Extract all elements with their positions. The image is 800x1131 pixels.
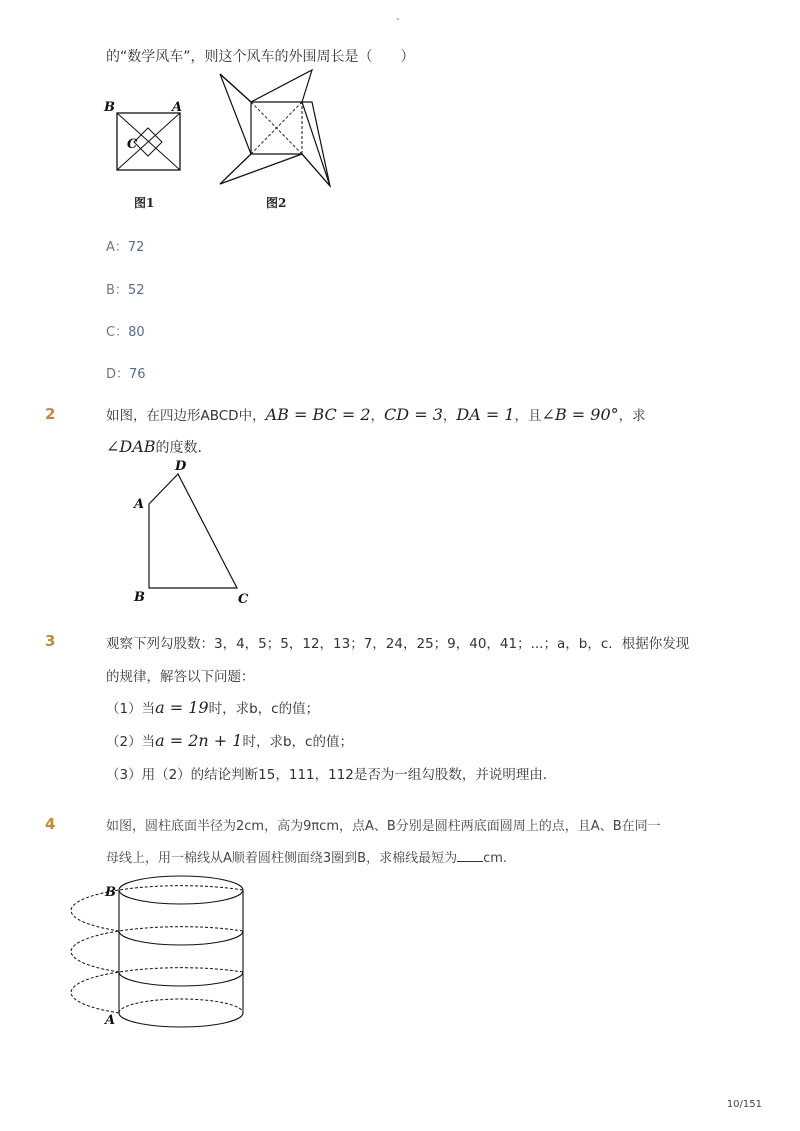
q2-math-da: DA xyxy=(456,405,481,424)
q4-line-1: 如图，圆柱底面半径为2cm，高为9πcm，点A、B分别是圆柱两底面圆周上的点，且A、B在同一 xyxy=(106,819,661,834)
option-key: D： xyxy=(106,367,130,382)
q2-math-angle-b: ∠B xyxy=(541,405,567,424)
q3-sub-text: （1）当 xyxy=(106,701,156,717)
q3-line-2: 的规律，解答以下问题： xyxy=(106,669,255,685)
q2-point-b: B xyxy=(134,590,145,605)
q1-option-a[interactable] xyxy=(106,236,144,255)
q1-option-c[interactable] xyxy=(106,321,145,340)
q1-figure-2 xyxy=(220,68,340,188)
q1-stem-tail: 的“数学风车”，则这个风车的外围周长是（ ） xyxy=(106,49,415,65)
q2-text: ，且 xyxy=(514,408,542,424)
q3-sub-2 xyxy=(106,730,353,750)
q4-text: cm. xyxy=(483,851,508,866)
q3-sub2-math: a = 2n + 1 xyxy=(155,731,243,750)
page-number: 10/151 xyxy=(726,1099,762,1110)
q2-math-bc: BC xyxy=(312,405,337,424)
q3-sub-1 xyxy=(106,697,319,717)
q2-text: 如图，在四边形ABCD中， xyxy=(106,408,266,424)
cylinder-bottom-back xyxy=(119,999,243,1013)
q3-sub-3: （3）用（2）的结论判断15，111，112是否为一组勾股数，并说明理由． xyxy=(106,767,557,783)
q2-sep: ， xyxy=(442,408,457,424)
fig2-caption: 图2 xyxy=(266,196,287,210)
q2-sep: ， xyxy=(370,408,385,424)
q3-sub-text: 时，求b，c的值； xyxy=(208,701,320,717)
q2-math-ab: AB xyxy=(265,405,289,424)
quadrilateral-abcd xyxy=(149,474,237,588)
q2-point-d: D xyxy=(175,459,187,474)
q1-option-b[interactable] xyxy=(106,279,144,298)
fig2-arm-left xyxy=(220,74,251,154)
q2-text: ，求 xyxy=(618,408,646,424)
helix-back-3 xyxy=(71,886,243,931)
q2-number: 2 xyxy=(45,405,56,423)
q4-number: 4 xyxy=(45,815,56,833)
helix-back-1 xyxy=(71,968,243,1013)
fig2-arm-bottom xyxy=(220,154,302,184)
q2-point-c: C xyxy=(238,592,249,607)
q3-sub-text: 时，求b，c的值； xyxy=(242,734,353,750)
option-key: A： xyxy=(106,240,128,255)
fig2-arm-top xyxy=(251,70,312,102)
fig1-point-b: B xyxy=(104,100,115,115)
q2-stem-line-2 xyxy=(106,437,212,457)
q2-math-cd: CD xyxy=(384,405,410,424)
q2-quadrilateral-figure xyxy=(140,470,250,590)
q4-line-2 xyxy=(106,847,507,866)
option-value: 76 xyxy=(129,367,146,382)
q4-answer-blank[interactable] xyxy=(457,849,483,862)
q3-line-1: 观察下列勾股数：3，4，5；5，12，13；7，24，25；9，40，41；...；a，b，c．根据你发现 xyxy=(106,636,690,652)
option-key: C： xyxy=(106,325,129,340)
helix-back-2 xyxy=(71,927,243,972)
q4-point-a: A xyxy=(105,1013,116,1028)
q2-stem-line-1 xyxy=(106,404,646,424)
cylinder-bottom-front xyxy=(119,1013,243,1027)
q2-math-angle-dab: ∠DAB xyxy=(106,437,156,456)
option-value: 52 xyxy=(127,283,145,298)
fig2-arm-right xyxy=(302,102,330,186)
top-mark: - xyxy=(396,14,400,25)
option-value: 80 xyxy=(128,325,145,340)
q2-math-eq: = xyxy=(288,405,313,424)
q2-math-val: = 1 xyxy=(480,405,515,424)
helix-front-2 xyxy=(119,931,243,945)
q2-text: 的度数． xyxy=(155,440,212,456)
q3-sub-text: （2）当 xyxy=(106,734,156,750)
option-value: 72 xyxy=(127,240,145,255)
helix-front-1 xyxy=(119,972,243,986)
q2-math-val: = 90° xyxy=(566,405,619,424)
q1-option-d[interactable] xyxy=(106,363,146,382)
q4-point-b: B xyxy=(105,885,116,900)
q2-math-val: = 2 xyxy=(336,405,371,424)
cylinder-top-ellipse xyxy=(119,876,243,904)
q4-cylinder-figure xyxy=(115,868,255,1038)
q3-sub1-math: a = 19 xyxy=(155,698,209,717)
fig2-windmill-outline xyxy=(220,74,330,186)
q4-text: 母线上，用一棉线从A顺着圆柱侧面绕3圈到B，求棉线最短为 xyxy=(106,851,458,866)
q2-point-a: A xyxy=(134,497,145,512)
q2-math-val: = 3 xyxy=(409,405,443,424)
fig1-point-a: A xyxy=(172,100,183,115)
fig1-point-c: C xyxy=(127,137,138,152)
q3-number: 3 xyxy=(45,632,56,650)
option-key: B： xyxy=(106,283,128,298)
fig1-caption: 图1 xyxy=(134,196,155,210)
